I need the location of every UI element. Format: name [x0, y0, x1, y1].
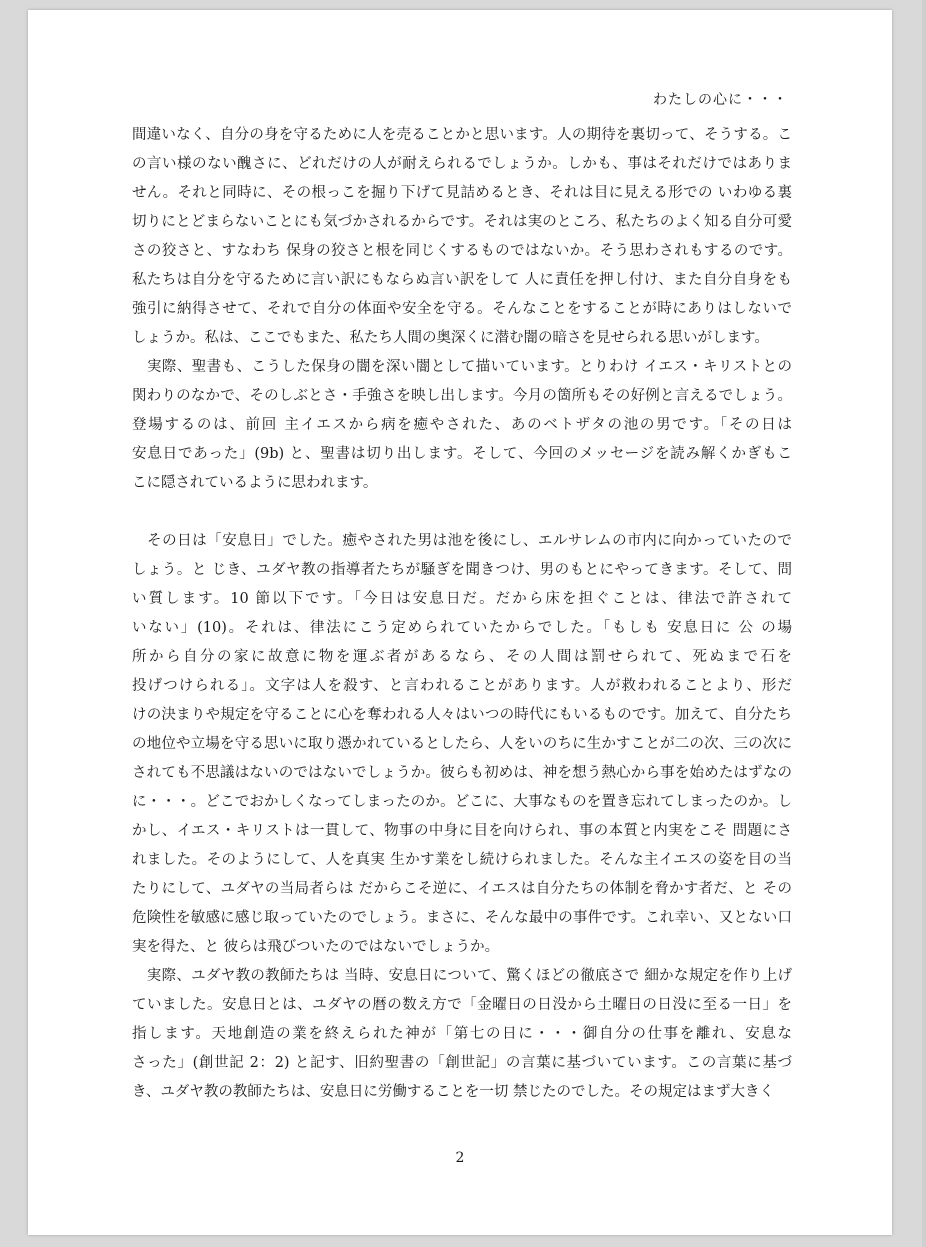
text-line: の言い様のない醜さに、どれだけの人が耐えられるでしょうか。しかも、事はそれだけではありま — [132, 156, 792, 172]
window-edge — [922, 0, 926, 1247]
text-line: き、ユダヤ教の教師たちは、安息日に労働することを一切 禁じたのでした。その規定はまず大きく — [132, 1084, 775, 1100]
text-line: 間違いなく、自分の身を守るために人を売ることかと思います。人の期待を裏切って、そうする。こ — [132, 127, 792, 143]
paragraph — [132, 121, 792, 353]
text-line: たりにして、ユダヤの当局者らは だからこそ逆に、イエスは自分たちの体制を脅かす者だ、と その — [132, 881, 792, 897]
text-line: しょうか。私は、ここでもまた、私たち人間の奥深くに潜む闇の暗さを見せられる思いがします。 — [132, 330, 769, 346]
text-line: 私たちは自分を守るために言い訳にもならぬ言い訳をして 人に責任を押し付け、また自分自身をも — [132, 272, 792, 288]
text-line: 関わりのなかで、そのしぶとさ・手強さを映し出します。今月の箇所もその好例と言えるでしょう。 — [132, 388, 792, 404]
text-line: に・・・。どこでおかしくなってしまったのか。どこに、大事なものを置き忘れてしまったのか。し — [132, 794, 792, 810]
text-line: されても不思議はないのではないでしょうか。彼らも初めは、神を想う熱心から事を始めたはずなの — [132, 765, 792, 781]
text-line: せん。それと同時に、その根っこを掘り下げて見詰めるとき、それは目に見える形での いわゆる裏 — [132, 185, 792, 201]
text-line: さの狡さと、すなわち 保身の狡さと根を同じくするものではないか。そう思わされもするのです。 — [132, 243, 792, 259]
text-line: ていました。安息日とは、ユダヤの暦の数え方で「金曜日の日没から土曜日の日没に至る一日」を — [132, 997, 792, 1013]
text-line: 登場するのは、前回 主イエスから病を癒やされた、あのベトザタの池の男です。「その日は — [132, 417, 792, 433]
text-line: 所から自分の家に故意に物を運ぶ者があるなら、その人間は罰せられて、死ぬまで石を — [132, 649, 792, 665]
text-line: けの決まりや規定を守ることに心を奪われる人々はいつの時代にもいるものです。加えて、自分たち — [132, 707, 792, 723]
text-line: しょう。と じき、ユダヤ教の指導者たちが騒ぎを聞きつけ、男のもとにやってきます。そして、問 — [132, 562, 792, 578]
paragraph — [132, 527, 792, 962]
text-line: の地位や立場を守る思いに取り憑かれているとしたら、人をいのちに生かすことが二の次、三の次に — [132, 736, 792, 752]
paragraph — [132, 962, 792, 1107]
text-line: 安息日であった」(9b) と、聖書は切り出します。そして、今回のメッセージを読み解くかぎもこ — [132, 446, 792, 462]
text-line: 指します。天地創造の業を終えられた神が「第七の日に・・・御自分の仕事を離れ、安息な — [132, 1026, 792, 1042]
document-page — [28, 10, 892, 1235]
text-line: 危険性を敏感に感じ取っていたのでしょう。まさに、そんな最中の事件です。これ幸い、又とない口 — [132, 910, 792, 926]
text-line: い質します。10 節以下です。「今日は安息日だ。だから床を担ぐことは、律法で許されて — [132, 591, 792, 607]
text-line: こに隠されているように思われます。 — [132, 475, 378, 491]
text-line: いない」(10)。それは、律法にこう定められていたからでした。「もしも 安息日に 公 の場 — [132, 620, 792, 636]
text-line: かし、イエス・キリストは一貫して、物事の中身に目を向けられ、事の本質と内実をこそ 問題にさ — [132, 823, 792, 839]
text-line: その日は「安息日」でした。癒やされた男は池を後にし、エルサレムの市内に向かっていたので — [132, 533, 792, 549]
page-number: 2 — [455, 1150, 465, 1166]
text-line: 実際、ユダヤ教の教師たちは 当時、安息日について、驚くほどの徹底さで 細かな規定を作り上げ — [132, 968, 792, 984]
text-line: 切りにとどまらないことにも気づかされるからです。それは実のところ、私たちのよく知る自分可愛 — [132, 214, 792, 230]
running-header: わたしの心に・・・ — [653, 92, 788, 108]
paragraph-gap — [132, 498, 792, 527]
text-line: さった」(創世記 2：2) と記す、旧約聖書の「創世記」の言葉に基づいています。この言葉に基づ — [132, 1055, 792, 1071]
paragraph — [132, 353, 792, 498]
text-line: 実際、聖書も、こうした保身の闇を深い闇として描いています。とりわけ イエス・キリストとの — [132, 359, 792, 375]
text-line: 実を得た、と 彼らは飛びついたのではないでしょうか。 — [132, 939, 500, 955]
text-line: 投げつけられる」。文字は人を殺す、と言われることがあります。人が救われることより、形だ — [132, 678, 792, 694]
text-line: れました。そのようにして、人を真実 生かす業をし続けられました。そんな主イエスの姿を目の当 — [132, 852, 792, 868]
text-line: 強引に納得させて、それで自分の体面や安全を守る。そんなことをすることが時にありはしないで — [132, 301, 792, 317]
body-text — [132, 121, 792, 1107]
